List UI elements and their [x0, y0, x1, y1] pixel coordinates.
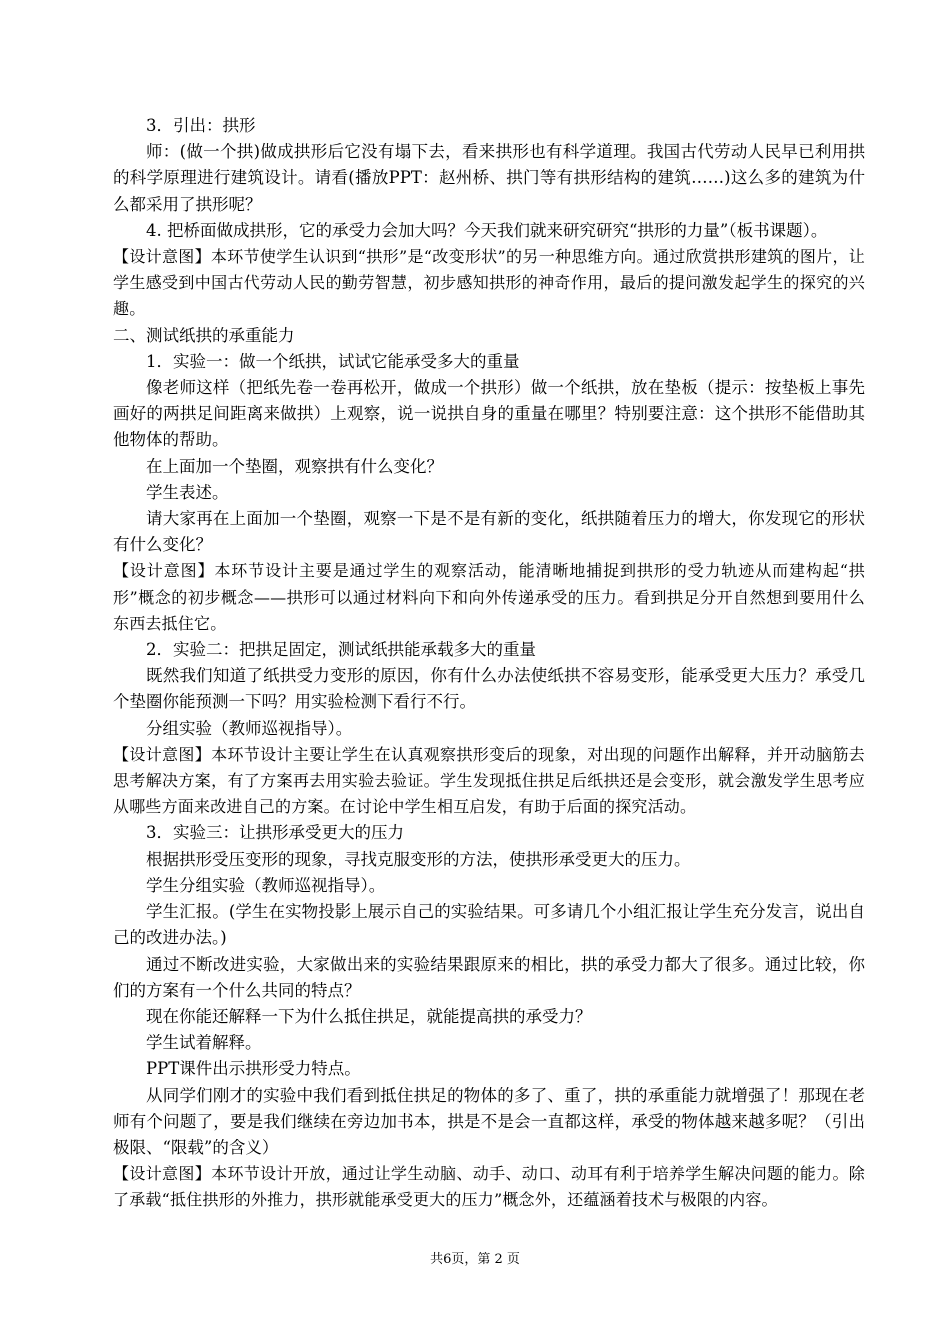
paragraph: 学生表述。 — [146, 482, 229, 502]
paragraph: PPT课件出示拱形受力特点。 — [146, 1059, 361, 1079]
section-heading: 二、测试纸拱的承重能力 — [113, 325, 295, 345]
paragraph: 根据拱形受压变形的现象，寻找克服变形的方法，使拱形承受更大的压力。 — [146, 849, 691, 869]
heading-intro-arch: 3．引出：拱形 — [146, 116, 256, 135]
experiment-heading: 2．实验二：把拱足固定，测试纸拱能承载多大的重量 — [146, 640, 536, 660]
design-intent-note: 【设计意图】本环节设计开放，通过让学生动脑、动手、动口、动耳有利于培养学生解决问题的能力。除了承载“抵住拱形的外推力，拱形就能承受更大的压力”概念外，还蕴涵着技术与极限的内容。 — [113, 1164, 865, 1210]
paragraph: 从同学们刚才的实验中我们看到抵住拱足的物体的多了、重了，拱的承重能力就增强了！那现在老师有个问题了，要是我们继续在旁边加书本，拱是不是会一直都这样，承受的物体越来越多呢？（引出极限、“限载”的含义） — [113, 1085, 865, 1157]
paragraph: 学生分组实验（教师巡视指导）。 — [146, 875, 386, 895]
design-intent-note: 【设计意图】本环节使学生认识到“拱形”是“改变形状”的另一种思维方向。通过欣赏拱形建筑的图片，让学生感受到中国古代劳动人民的勤劳智慧，初步感知拱形的神奇作用，最后的提问激发起学生的探究的兴趣。 — [113, 247, 865, 319]
paragraph: 既然我们知道了纸拱受力变形的原因，你有什么办法使纸拱不容易变形，能承受更大压力？承受几个垫圈你能预测一下吗？用实验检测下看行不行。 — [113, 666, 865, 712]
paragraph: 学生试着解释。 — [146, 1033, 262, 1053]
paragraph: 师：(做一个拱)做成拱形后它没有塌下去，看来拱形也有科学道理。我国古代劳动人民早已利用拱的科学原理进行建筑设计。请看(播放PPT：赵州桥、拱门等有拱形结构的建筑……)这么多的建筑为什么都采用了拱形呢？ — [113, 142, 865, 214]
experiment-heading: 3．实验三：让拱形承受更大的压力 — [146, 823, 404, 843]
paragraph: 分组实验（教师巡视指导）。 — [146, 718, 353, 738]
experiment-heading: 1．实验一：做一个纸拱，试试它能承受多大的重量 — [146, 351, 520, 371]
page-footer: 共6页，第 2 页 — [430, 1252, 520, 1267]
design-intent-note: 【设计意图】本环节设计主要让学生在认真观察拱形变后的现象，对出现的问题作出解释，并开动脑筋去思考解决方案，有了方案再去用实验去验证。学生发现抵住拱足后纸拱还是会变形，就会激发学生思考应从哪些方面来改进自己的方案。在讨论中学生相互启发，有助于后面的探究活动。 — [113, 744, 865, 817]
design-intent-note: 【设计意图】本环节设计主要是通过学生的观察活动，能清晰地捕捉到拱形的受力轨迹从而建构起“拱形”概念的初步概念——拱形可以通过材料向下和向外传递承受的压力。看到拱足分开自然想到要用什么东西去抵住它。 — [113, 561, 865, 633]
paragraph: 请大家再在上面加一个垫圈，观察一下是不是有新的变化，纸拱随着压力的增大，你发现它的形状有什么变化？ — [113, 509, 865, 555]
paragraph: 通过不断改进实验，大家做出来的实验结果跟原来的相比，拱的承受力都大了很多。通过比较，你们的方案有一个什么共同的特点？ — [113, 954, 865, 1000]
paragraph: 现在你能还解释一下为什么抵住拱足，就能提高拱的承受力？ — [146, 1006, 592, 1026]
paragraph: 像老师这样（把纸先卷一卷再松开，做成一个拱形）做一个纸拱，放在垫板（提示：按垫板上事先画好的两拱足间距离来做拱）上观察，说一说拱自身的重量在哪里？特别要注意：这个拱形不能借助其他物体的帮助。 — [113, 378, 865, 450]
paragraph: 学生汇报。(学生在实物投影上展示自己的实验结果。可多请几个小组汇报让学生充分发言，说出自己的改进办法。) — [113, 902, 865, 948]
document-body — [113, 113, 865, 1214]
paragraph: 在上面加一个垫圈，观察拱有什么变化？ — [146, 456, 443, 476]
paragraph: 4. 把桥面做成拱形，它的承受力会加大吗？今天我们就来研究研究“拱形的力量”（板书课题）。 — [146, 220, 828, 240]
